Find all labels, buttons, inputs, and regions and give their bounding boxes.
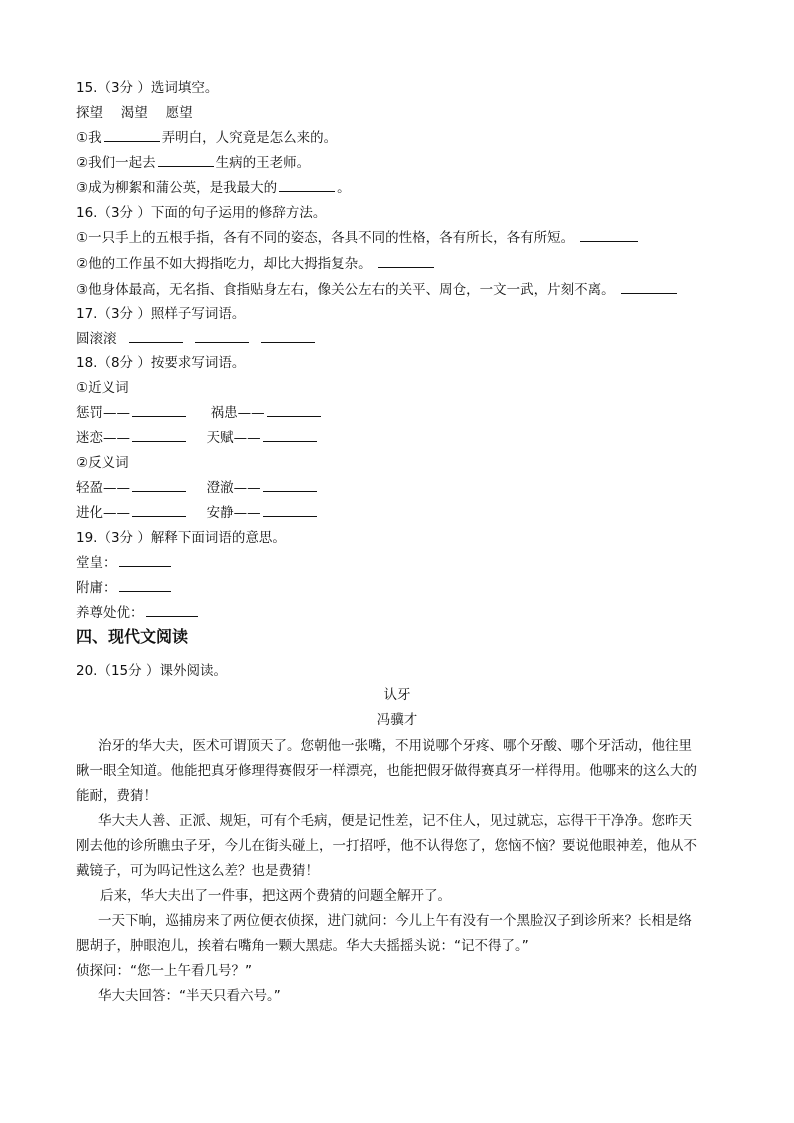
q19-heading: 19.（3分 ）解释下面词语的意思。 bbox=[76, 530, 286, 546]
q18-heading: 18.（8分 ）按要求写词语。 bbox=[76, 355, 246, 371]
answer-blank[interactable] bbox=[132, 503, 186, 517]
q18-synonym-row-2 bbox=[76, 428, 319, 448]
answer-blank[interactable] bbox=[129, 329, 183, 343]
q18-term: 迷恋—— bbox=[76, 430, 130, 446]
q15-s2-prefix: ②我们一起去 bbox=[76, 155, 156, 171]
q18-term: 惩罚—— bbox=[76, 405, 130, 421]
q16-sentence-2 bbox=[76, 254, 436, 274]
q15-heading: 15.（3分 ）选词填空。 bbox=[76, 80, 219, 96]
answer-blank[interactable] bbox=[132, 428, 186, 442]
passage-author: 冯骥才 bbox=[376, 712, 418, 728]
answer-blank[interactable] bbox=[146, 603, 198, 617]
passage-p3: 后来，华大夫出了一件事，把这两个费猜的问题全解开了。 bbox=[100, 888, 451, 904]
q15-sentence-3 bbox=[76, 178, 351, 198]
passage-p1-line-3: 能耐，费猜！ bbox=[76, 788, 157, 804]
q16-s1-text: ①一只手上的五根手指，各有不同的姿态，各具不同的性格，各有所长，各有所短。 bbox=[76, 230, 575, 246]
q15-sentence-1 bbox=[76, 128, 337, 148]
q18-term: 安静—— bbox=[206, 505, 261, 521]
answer-blank[interactable] bbox=[104, 128, 160, 142]
answer-blank[interactable] bbox=[621, 280, 677, 294]
q15-sentence-2 bbox=[76, 153, 310, 173]
q18-term: 进化—— bbox=[76, 505, 130, 521]
q15-s3-prefix: ③成为柳絮和蒲公英，是我最大的 bbox=[76, 180, 278, 196]
q18-antonym-row-2 bbox=[76, 503, 319, 523]
answer-blank[interactable] bbox=[132, 478, 186, 492]
passage-p1-line-2: 瞅一眼全知道。他能把真牙修理得赛假牙一样漂亮，也能把假牙做得赛真牙一样得用。他哪来的这么大的 bbox=[76, 763, 697, 779]
passage-p4-line-1: 一天下晌，巡捕房来了两位便衣侦探，进门就问：今儿上午有没有一个黑脸汉子到诊所来？长相是络 bbox=[98, 913, 692, 929]
answer-blank[interactable] bbox=[378, 254, 434, 268]
section-title: 四、现代文阅读 bbox=[76, 627, 189, 646]
q19-word-1-row bbox=[76, 553, 173, 573]
q15-s2-suffix: 生病的王老师。 bbox=[215, 155, 311, 171]
q18-term: 天赋—— bbox=[206, 430, 261, 446]
passage-title: 认牙 bbox=[383, 687, 411, 703]
q18-term: 祸患—— bbox=[210, 405, 265, 421]
passage-p5: 侦探问：“您一上午看几号？” bbox=[76, 963, 252, 979]
q16-s2-text: ②他的工作虽不如大拇指吃力，却比大拇指复杂。 bbox=[76, 256, 372, 272]
answer-blank[interactable] bbox=[132, 403, 186, 417]
q19-word-3: 养尊处优： bbox=[76, 605, 144, 621]
q18-synonym-title: ①近义词 bbox=[76, 380, 129, 396]
answer-blank[interactable] bbox=[580, 228, 638, 242]
passage-p2-line-2: 刚去他的诊所瞧虫子牙，今儿在街头碰上，一打招呼，他不认得您了，您恼不恼？要说他眼神差，他从不 bbox=[76, 838, 697, 854]
q16-sentence-3 bbox=[76, 280, 679, 300]
passage-p2-line-1: 华大夫人善、正派、规矩，可有个毛病，便是记性差，记不住人，见过就忘，忘得干干净净。您昨天 bbox=[98, 813, 692, 829]
q17-heading: 17.（3分 ）照样子写词语。 bbox=[76, 306, 246, 322]
q19-word-2: 附庸： bbox=[76, 580, 117, 596]
q19-word-1: 堂皇： bbox=[76, 555, 117, 571]
q18-synonym-row-1 bbox=[76, 403, 323, 423]
q16-heading: 16.（3分 ）下面的句子运用的修辞方法。 bbox=[76, 205, 327, 221]
passage-p6: 华大夫回答：“半天只看六号。” bbox=[98, 988, 281, 1004]
answer-blank[interactable] bbox=[261, 329, 315, 343]
answer-blank[interactable] bbox=[119, 578, 171, 592]
answer-blank[interactable] bbox=[263, 428, 317, 442]
answer-blank[interactable] bbox=[267, 403, 321, 417]
q17-example-word: 圆滚滚 bbox=[76, 331, 117, 347]
q19-word-2-row bbox=[76, 578, 173, 598]
passage-p2-line-3: 戴镜子，可为吗记性这么差？也是费猜！ bbox=[76, 863, 319, 879]
q18-term: 澄澈—— bbox=[206, 480, 261, 496]
answer-blank[interactable] bbox=[158, 153, 214, 167]
answer-blank[interactable] bbox=[119, 553, 171, 567]
answer-blank[interactable] bbox=[263, 503, 317, 517]
q18-antonym-row-1 bbox=[76, 478, 319, 498]
q15-s1-suffix: 弄明白，人究竟是怎么来的。 bbox=[161, 130, 338, 146]
passage-p1-line-1: 治牙的华大夫，医术可谓顶天了。您朝他一张嘴，不用说哪个牙疼、哪个牙酸、哪个牙活动，他往里 bbox=[98, 738, 692, 754]
q15-s1-prefix: ①我 bbox=[76, 130, 102, 146]
q18-term: 轻盈—— bbox=[76, 480, 130, 496]
answer-blank[interactable] bbox=[263, 478, 317, 492]
passage-p4-line-2: 腮胡子，肿眼泡儿，挨着右嘴角一颗大黑痣。华大夫摇摇头说：“记不得了。” bbox=[76, 938, 529, 954]
q20-heading: 20.（15分 ）课外阅读。 bbox=[76, 663, 227, 679]
q16-s3-text: ③他身体最高，无名指、食指贴身左右，像关公左右的关平、周仓，一文一武，片刻不离。 bbox=[76, 282, 615, 298]
q18-antonym-title: ②反义词 bbox=[76, 455, 129, 471]
q17-example-row bbox=[76, 329, 317, 349]
q19-word-3-row bbox=[76, 603, 200, 623]
q15-s3-suffix: 。 bbox=[337, 180, 351, 196]
q15-word-options: 探望 渴望 愿望 bbox=[76, 105, 193, 121]
answer-blank[interactable] bbox=[195, 329, 249, 343]
answer-blank[interactable] bbox=[279, 178, 335, 192]
q16-sentence-1 bbox=[76, 228, 640, 248]
